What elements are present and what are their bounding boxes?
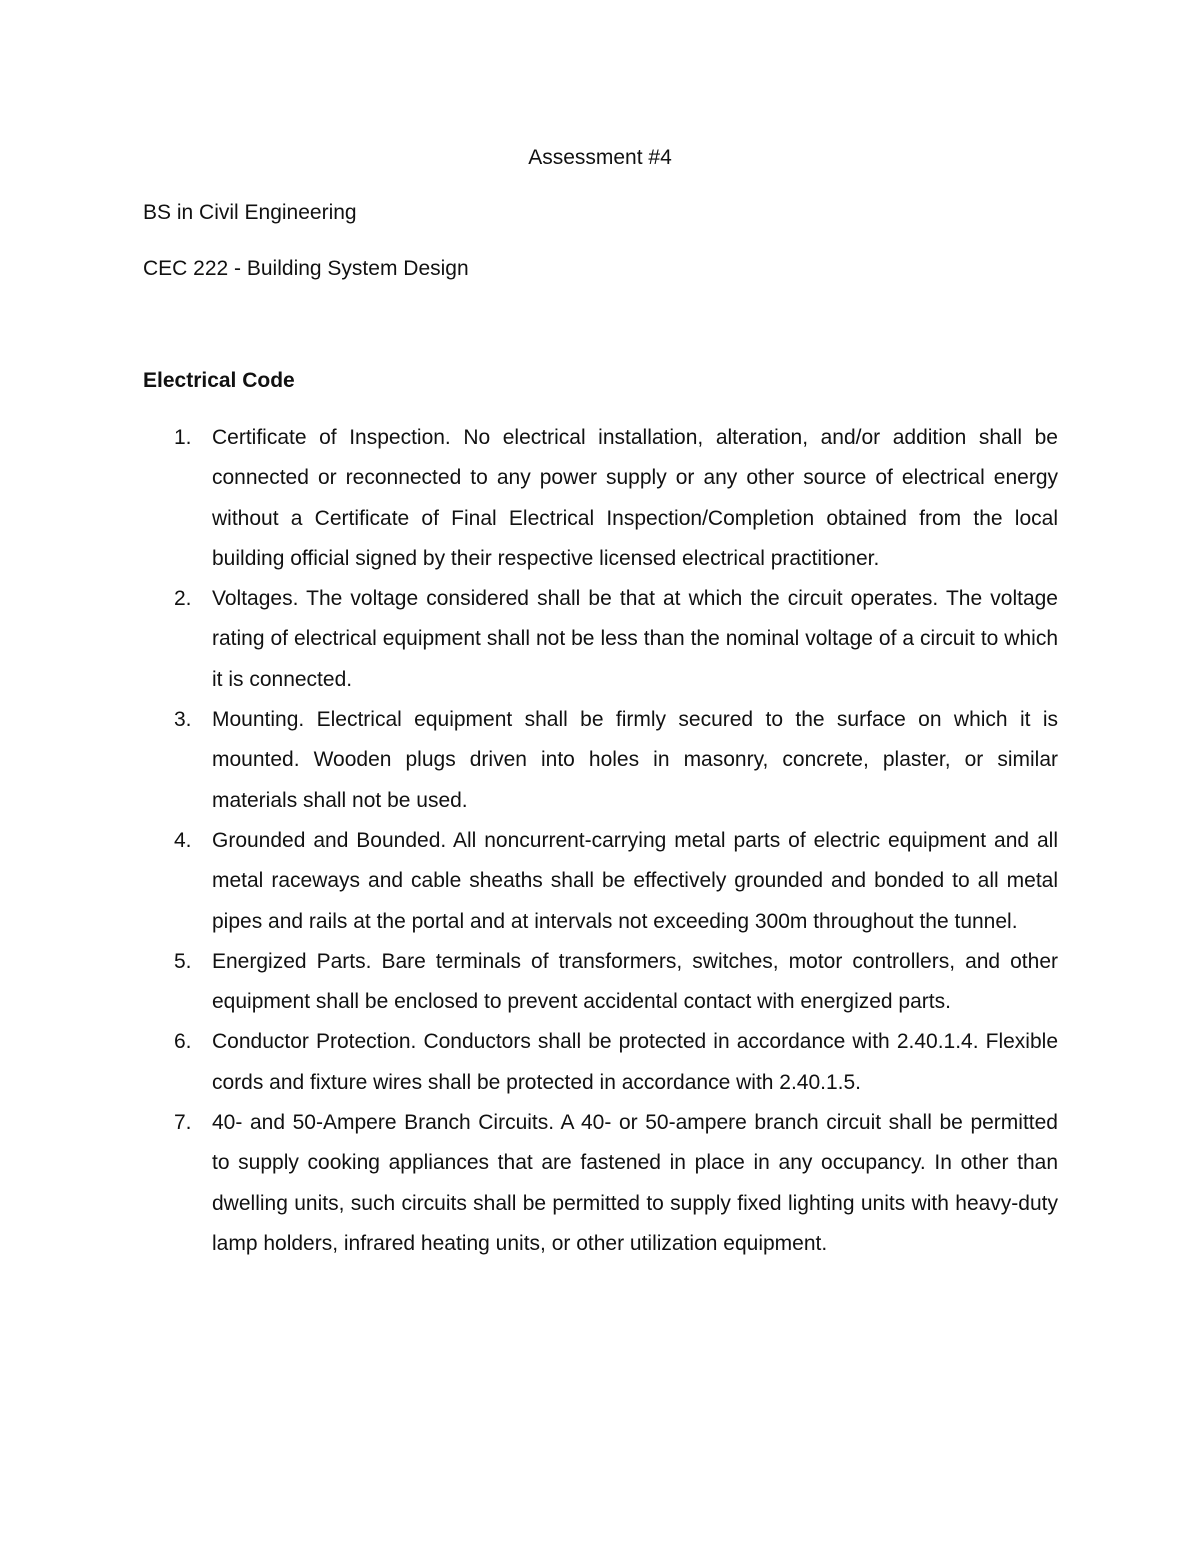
section-heading: Electrical Code xyxy=(143,369,295,392)
list-item xyxy=(174,700,1058,821)
item-text: Energized Parts. Bare terminals of transformers, switches, motor controllers, and other equipment shall be enclosed to prevent accidental contact with energized parts. xyxy=(212,949,1058,1014)
item-text: Grounded and Bounded. All noncurrent-carrying metal parts of electric equipment and all metal raceways and cable sheaths shall be effectively grounded and bonded to all metal pipes and rails at the portal and at intervals not exceeding 300m throughout the tunnel. xyxy=(212,828,1058,933)
electrical-code-list xyxy=(174,418,1058,1264)
list-item xyxy=(174,579,1058,700)
course-name: CEC 222 - Building System Design xyxy=(143,257,469,280)
item-text: 40- and 50-Ampere Branch Circuits. A 40- or 50-ampere branch circuit shall be permitted to supply cooking appliances that are fastened in place in any occupancy. In other than dwelling units, such circuits shall be permitted to supply fixed lighting units with heavy-duty lamp holders, infrared heating units, or other utilization equipment. xyxy=(212,1111,1058,1255)
item-number: 6. xyxy=(174,1030,192,1054)
item-number: 3. xyxy=(174,708,192,732)
item-number: 2. xyxy=(174,587,192,611)
document-title: Assessment #4 xyxy=(528,146,672,169)
list-item xyxy=(174,418,1058,579)
item-number: 4. xyxy=(174,828,192,852)
item-text: Certificate of Inspection. No electrical installation, alteration, and/or addition shall be connected or reconnected to any power supply or any other source of electrical energy without a Certificate of Final Electrical Inspection/Completion obtained from the local building official signed by their respective licensed electrical practitioner. xyxy=(212,426,1058,570)
list-item xyxy=(174,1022,1058,1103)
program-name: BS in Civil Engineering xyxy=(143,201,357,224)
item-number: 5. xyxy=(174,949,192,973)
item-number: 1. xyxy=(174,426,192,449)
item-text: Voltages. The voltage considered shall be that at which the circuit operates. The voltage rating of electrical equipment shall not be less than the nominal voltage of a circuit to which it is connected. xyxy=(212,587,1058,691)
item-number: 7. xyxy=(174,1111,192,1135)
item-text: Conductor Protection. Conductors shall be protected in accordance with 2.40.1.4. Flexible cords and fixture wires shall be protected in accordance with 2.40.1.5. xyxy=(212,1030,1058,1094)
list-item xyxy=(174,942,1058,1023)
list-item xyxy=(174,1103,1058,1264)
list-item xyxy=(174,821,1058,942)
item-text: Mounting. Electrical equipment shall be firmly secured to the surface on which it is mounted. Wooden plugs driven into holes in masonry, concrete, plaster, or similar materials shall not be used. xyxy=(212,708,1058,812)
